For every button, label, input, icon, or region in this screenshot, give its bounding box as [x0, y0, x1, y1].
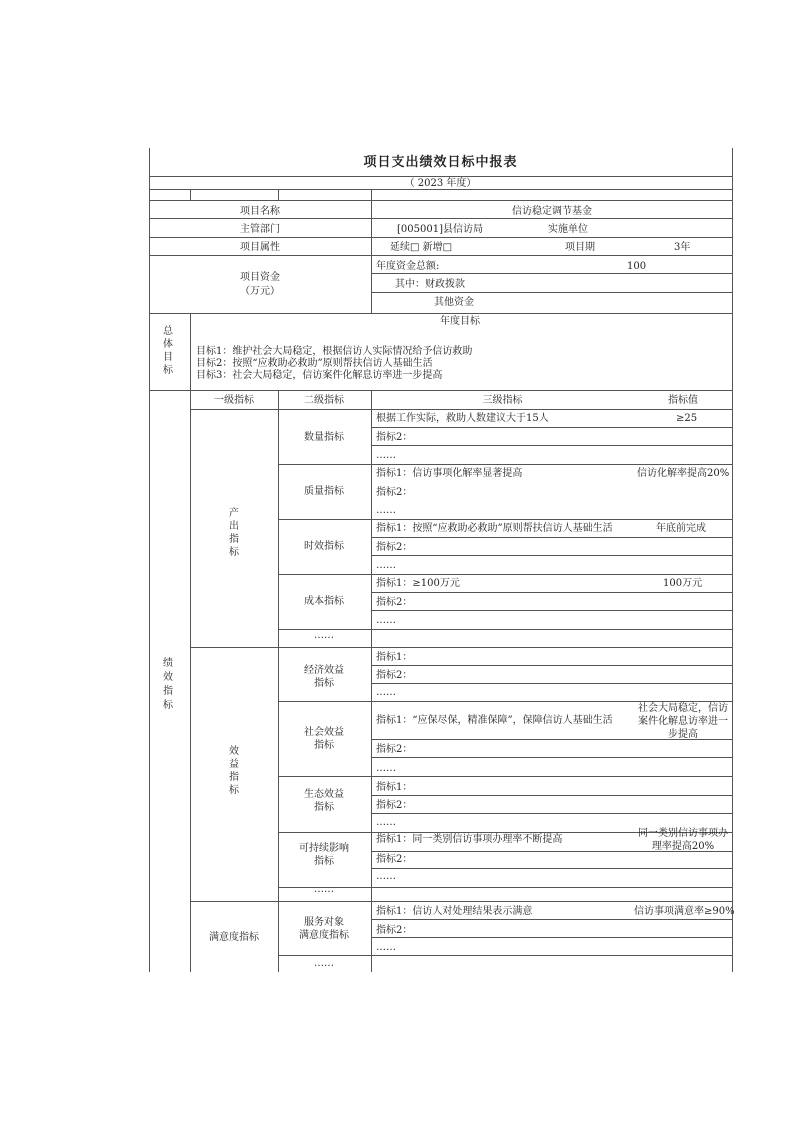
eco-label-1: 生态效益 — [304, 789, 344, 800]
fund-total-label: 年度资金总额: — [376, 261, 440, 272]
qual-ind1-value: 信访化解率提高20% — [637, 468, 730, 479]
grid-line — [278, 464, 732, 465]
cost-ind1: 指标1：≥100万元 — [376, 578, 460, 589]
grid-line — [371, 445, 732, 446]
grid-line — [278, 701, 732, 702]
qty-ind2: 指标2： — [376, 432, 413, 443]
perf-label-1: 绩 — [163, 658, 173, 669]
time-ind1: 指标1：按照“应救助必救助”原则帮扶信访人基础生活 — [376, 523, 613, 534]
grid-line — [190, 409, 732, 410]
unit-label: 实施单位 — [548, 224, 588, 235]
overall-label-3: 目 — [163, 352, 173, 363]
benefit-ellipsis: …… — [314, 884, 334, 895]
grid-line — [371, 868, 732, 869]
dept-label: 主管部门 — [240, 224, 280, 235]
eco-dots: …… — [376, 817, 396, 828]
qty-dots: …… — [376, 450, 396, 461]
grid-line — [371, 610, 732, 611]
eco-ind1: 指标1： — [376, 782, 413, 793]
grid-line — [371, 555, 732, 556]
cost-ind2: 指标2： — [376, 597, 413, 608]
social-label-2: 指标 — [314, 740, 334, 751]
grid-line — [371, 592, 732, 593]
grid-line — [190, 390, 191, 972]
grid-line — [149, 390, 732, 391]
grid-line — [732, 148, 733, 972]
overall-label-2: 体 — [163, 339, 173, 350]
output-ellipsis: …… — [314, 630, 334, 641]
qty-ind1: 根据工作实际，救助人数建议大于15人 — [376, 413, 549, 424]
grid-line — [190, 901, 732, 902]
grid-line — [371, 273, 732, 274]
qual-ind1: 指标1：信访事项化解率显著提高 — [376, 468, 523, 479]
social-label-1: 社会效益 — [304, 727, 344, 738]
perf-label-4: 标 — [163, 700, 173, 711]
satisfaction-label: 满意度指标 — [209, 932, 259, 943]
econ-dots: …… — [376, 687, 396, 698]
cost-ind1-value: 100万元 — [663, 578, 703, 589]
project-name-value: 信访稳定调节基金 — [512, 206, 592, 217]
econ-label-2: 指标 — [314, 678, 334, 689]
social-ind1: 指标1：“应保尽保，精准保障”，保障信访人基础生活 — [376, 715, 613, 726]
grid-line — [149, 255, 732, 256]
grid-line — [371, 390, 372, 972]
grid-line — [371, 757, 732, 758]
header-level1: 一级指标 — [214, 395, 254, 406]
qual-label: 质量指标 — [304, 486, 344, 497]
header-value: 指标值 — [668, 395, 698, 406]
header-level2: 二级指标 — [304, 395, 344, 406]
grid-line — [149, 237, 732, 238]
dept-value: [005001]县信访局 — [397, 224, 483, 235]
sat-ind2: 指标2： — [376, 925, 413, 936]
grid-line — [190, 647, 732, 648]
benefit-label-3: 指 — [229, 772, 239, 783]
grid-line — [190, 313, 191, 390]
grid-line — [371, 537, 732, 538]
grid-line — [278, 189, 279, 200]
qty-label: 数量指标 — [304, 432, 344, 443]
output-label-4: 标 — [229, 547, 239, 558]
perf-label-3: 指 — [163, 686, 173, 697]
form-title: 项日支出绩效日标中报表 — [363, 155, 518, 170]
cost-label: 成本指标 — [304, 596, 344, 607]
header-level3: 三级指标 — [482, 395, 523, 406]
period-label: 项目期 — [565, 242, 595, 253]
overall-label-1: 总 — [163, 326, 173, 337]
grid-line — [371, 795, 732, 796]
goal-2: 目标2：按照“应救助必救助”原则帮扶信访人基础生活 — [196, 358, 433, 369]
benefit-label-1: 效 — [229, 746, 239, 757]
satis-ellipsis: …… — [314, 958, 334, 969]
grid-line — [278, 519, 732, 520]
goal-3: 目标3：社会大局稳定，信访案件化解息访率进一步提高 — [196, 370, 443, 381]
eco-ind2: 指标2： — [376, 800, 413, 811]
grid-line — [371, 292, 732, 293]
grid-line — [278, 955, 732, 956]
econ-label-1: 经济效益 — [304, 665, 344, 676]
period-value: 3年 — [674, 242, 691, 253]
output-label-1: 产 — [229, 508, 239, 519]
grid-line — [149, 313, 732, 314]
fund-fin-label: 其中：财政拨款 — [395, 279, 465, 290]
grid-line — [278, 776, 732, 777]
social-ind1-value-2: 案件化解息访率进一 — [638, 716, 728, 727]
time-ind2: 指标2： — [376, 542, 413, 553]
goal-1: 目标1：维护社会大局稳定，根据信访人实际情况给予信访救助 — [196, 346, 473, 357]
perf-label-2: 效 — [163, 672, 173, 683]
grid-line — [371, 629, 732, 630]
sat-ind1: 指标1：信访人对处理结果表示满意 — [376, 906, 533, 917]
sust-ind1: 指标1：同一类别信访事项办理率不断提高 — [376, 834, 563, 845]
output-label-2: 出 — [229, 521, 239, 532]
fund-unit: （万元） — [240, 286, 280, 297]
time-dots: …… — [376, 560, 396, 571]
fund-label: 项目资金 — [240, 272, 280, 283]
fund-other-label: 其他资金 — [434, 297, 474, 308]
grid-line — [371, 427, 732, 428]
grid-line — [190, 189, 191, 200]
grid-line — [371, 919, 732, 920]
output-label-3: 指 — [229, 534, 239, 545]
sat-dots: …… — [376, 942, 396, 953]
social-ind1-value-3: 步提高 — [668, 729, 698, 740]
social-ind1-value-1: 社会大局稳定，信访 — [638, 703, 728, 714]
benefit-label-4: 标 — [229, 785, 239, 796]
sust-ind1-value-2: 理率提高20% — [651, 841, 715, 852]
grid-line — [371, 683, 732, 684]
qual-ind2: 指标2： — [376, 487, 413, 498]
fund-total-value: 100 — [627, 261, 647, 272]
overall-label-4: 标 — [163, 365, 173, 376]
eco-label-2: 指标 — [314, 802, 334, 813]
grid-line — [149, 176, 732, 177]
grid-line — [278, 574, 732, 575]
svc-label-1: 服务对象 — [304, 917, 344, 928]
grid-line — [149, 200, 732, 201]
sust-label-2: 指标 — [314, 856, 334, 867]
attr-value: 延续□ 新增□ — [390, 242, 453, 253]
qty-ind1-value: ≥25 — [676, 413, 698, 424]
econ-ind1: 指标1： — [376, 652, 413, 663]
sat-ind1-value: 信访事项满意率≥90% — [634, 906, 735, 917]
grid-line — [371, 665, 732, 666]
attr-label: 项目属性 — [240, 242, 280, 253]
social-ind2: 指标2： — [376, 744, 413, 755]
benefit-label-2: 益 — [229, 759, 239, 770]
econ-ind2: 指标2： — [376, 670, 413, 681]
grid-line — [371, 937, 732, 938]
sust-label-1: 可持续影响 — [299, 843, 349, 854]
sust-ind1-value-1: 同一类别信访事项办 — [638, 828, 728, 839]
grid-line — [371, 813, 732, 814]
qual-dots: …… — [376, 505, 396, 516]
time-label: 时效指标 — [304, 541, 344, 552]
time-ind1-value: 年底前完成 — [656, 523, 706, 534]
grid-line — [149, 218, 732, 219]
annual-goal-header: 年度目标 — [440, 316, 480, 327]
year-line: （ 2023 年度） — [404, 178, 477, 189]
grid-line — [371, 189, 372, 200]
sust-ind2: 指标2： — [376, 854, 413, 865]
svc-label-2: 满意度指标 — [299, 930, 349, 941]
project-name-label: 项目名称 — [240, 206, 280, 217]
cost-dots: …… — [376, 615, 396, 626]
sust-dots: …… — [376, 871, 396, 882]
social-dots: …… — [376, 763, 396, 774]
